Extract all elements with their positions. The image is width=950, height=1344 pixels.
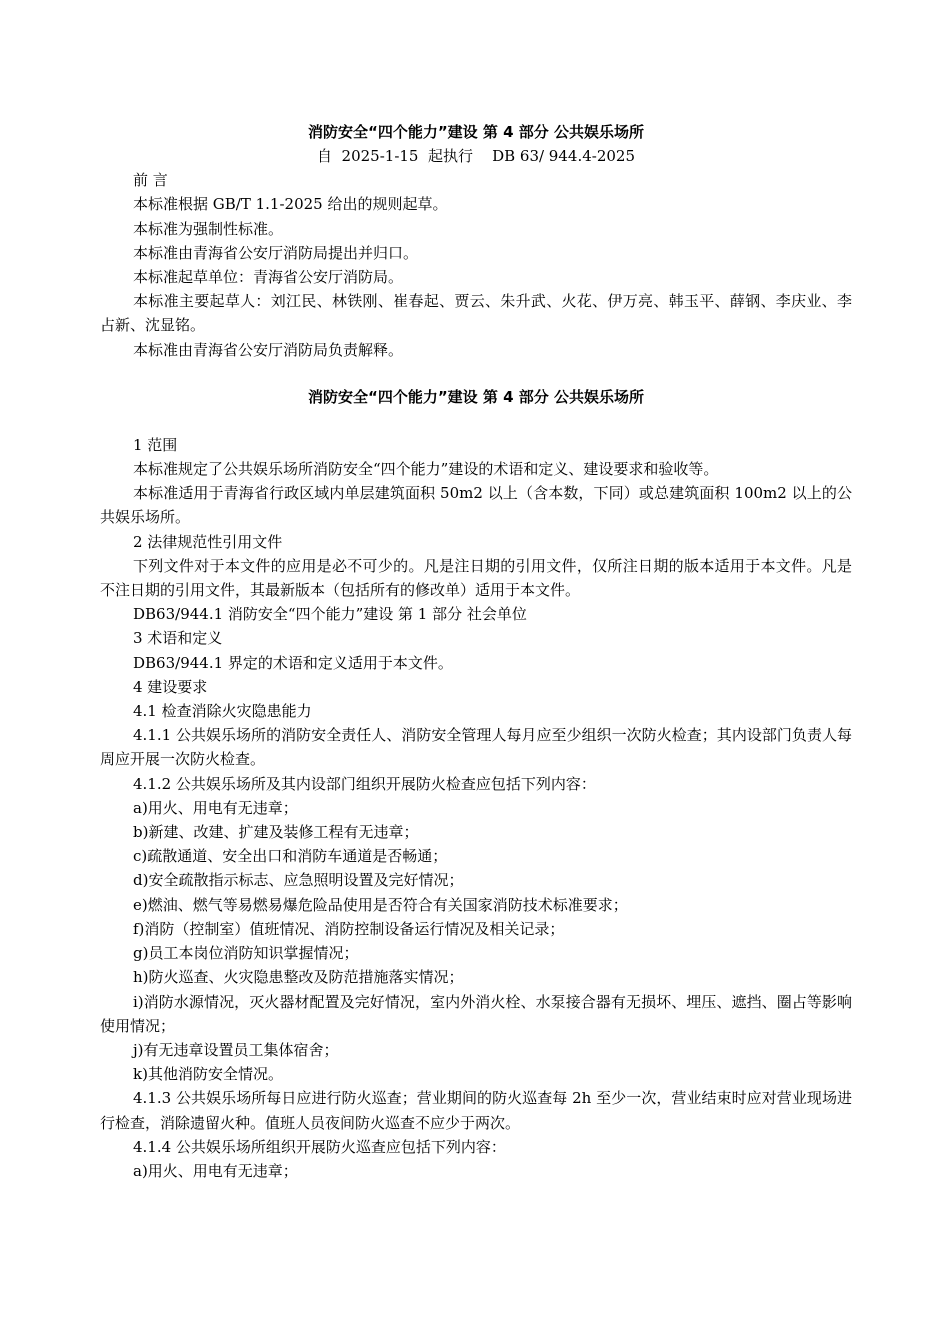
- list-item: g)员工本岗位消防知识掌握情况；: [133, 944, 359, 963]
- section-heading: 1 范围: [133, 435, 178, 454]
- paragraph: 4.1.3 公共娱乐场所每日应进行防火巡查；营业期间的防火巡查每 2h 至少一次，营业结束时应对营业现场进行检查，消除遗留火种。值班人员夜间防火巡查不应少于两次。: [100, 1089, 852, 1132]
- section-heading: 2 法律规范性引用文件: [133, 532, 283, 551]
- section-heading: 3 术语和定义: [133, 629, 223, 648]
- paragraph: 本标准适用于青海省行政区域内单层建筑面积 50m2 以上（含本数，下同）或总建筑面积 100m2 以上的公共娱乐场所。: [100, 484, 852, 527]
- paragraph: 4.1.1 公共娱乐场所的消防安全责任人、消防安全管理人每月应至少组织一次防火检查；其内设部门负责人每周应开展一次防火检查。: [100, 726, 852, 769]
- subsection-heading: 4.1 检查消除火灾隐患能力: [133, 702, 312, 721]
- paragraph: 本标准由青海省公安厅消防局提出并归口。: [133, 243, 419, 262]
- paragraph: 本标准为强制性标准。: [133, 219, 284, 238]
- list-item: f)消防（控制室）值班情况、消防控制设备运行情况及相关记录；: [133, 919, 565, 938]
- document-title: 消防安全“四个能力”建设 第 4 部分 公共娱乐场所: [307, 123, 645, 141]
- body-title: 消防安全“四个能力”建设 第 4 部分 公共娱乐场所: [307, 387, 645, 406]
- list-item: b)新建、改建、扩建及装修工程有无违章；: [133, 823, 419, 842]
- paragraph: 本标准规定了公共娱乐场所消防安全“四个能力”建设的术语和定义、建设要求和验收等。: [133, 460, 719, 479]
- section-heading: 4 建设要求: [133, 677, 208, 696]
- paragraph: 下列文件对于本文件的应用是必不可少的。凡是注日期的引用文件，仅所注日期的版本适用于本文件。凡是不注日期的引用文件，其最新版本（包括所有的修改单）适用于本文件。: [100, 556, 852, 600]
- preface-section: [100, 168, 852, 362]
- list-item: e)燃油、燃气等易燃易爆危险品使用是否符合有关国家消防技术标准要求；: [133, 895, 628, 914]
- paragraph: DB63/944.1 消防安全“四个能力”建设 第 1 部分 社会单位: [133, 605, 527, 624]
- paragraph: 本标准由青海省公安厅消防局负责解释。: [133, 340, 404, 359]
- list-item: a)用火、用电有无违章；: [133, 798, 298, 817]
- list-item: j)有无违章设置员工集体宿舍；: [133, 1040, 339, 1059]
- list-item: c)疏散通道、安全出口和消防车通道是否畅通；: [133, 847, 448, 866]
- body-section: [100, 433, 852, 1183]
- paragraph: 4.1.2 公共娱乐场所及其内设部门组织开展防火检查应包括下列内容：: [133, 774, 596, 793]
- paragraph: 本标准根据 GB/T 1.1-2025 给出的规则起草。: [133, 195, 448, 214]
- list-item: i)消防水源情况，灭火器材配置及完好情况，室内外消火栓、水泵接合器有无损坏、埋压、遮挡、圈占等影响使用情况；: [100, 992, 852, 1035]
- effective-date-and-code: 自 2025-1-15 起执行 DB 63/ 944.4-2025: [317, 147, 635, 165]
- paragraph: 4.1.4 公共娱乐场所组织开展防火巡查应包括下列内容：: [133, 1137, 506, 1156]
- document-page: [100, 120, 852, 1183]
- paragraph: 本标准主要起草人：刘江民、林铁刚、崔春起、贾云、朱升武、火花、伊万亮、韩玉平、薛钢、李庆业、李占新、沈显铭。: [100, 292, 852, 335]
- paragraph: 本标准起草单位：青海省公安厅消防局。: [133, 268, 404, 287]
- preface-heading: 前 言: [133, 171, 168, 190]
- list-item: k)其他消防安全情况。: [133, 1065, 283, 1084]
- list-item: d)安全疏散指示标志、应急照明设置及完好情况；: [133, 871, 464, 890]
- list-item: a)用火、用电有无违章；: [133, 1161, 298, 1180]
- paragraph: DB63/944.1 界定的术语和定义适用于本文件。: [133, 653, 453, 672]
- list-item: h)防火巡查、火灾隐患整改及防范措施落实情况；: [133, 968, 464, 987]
